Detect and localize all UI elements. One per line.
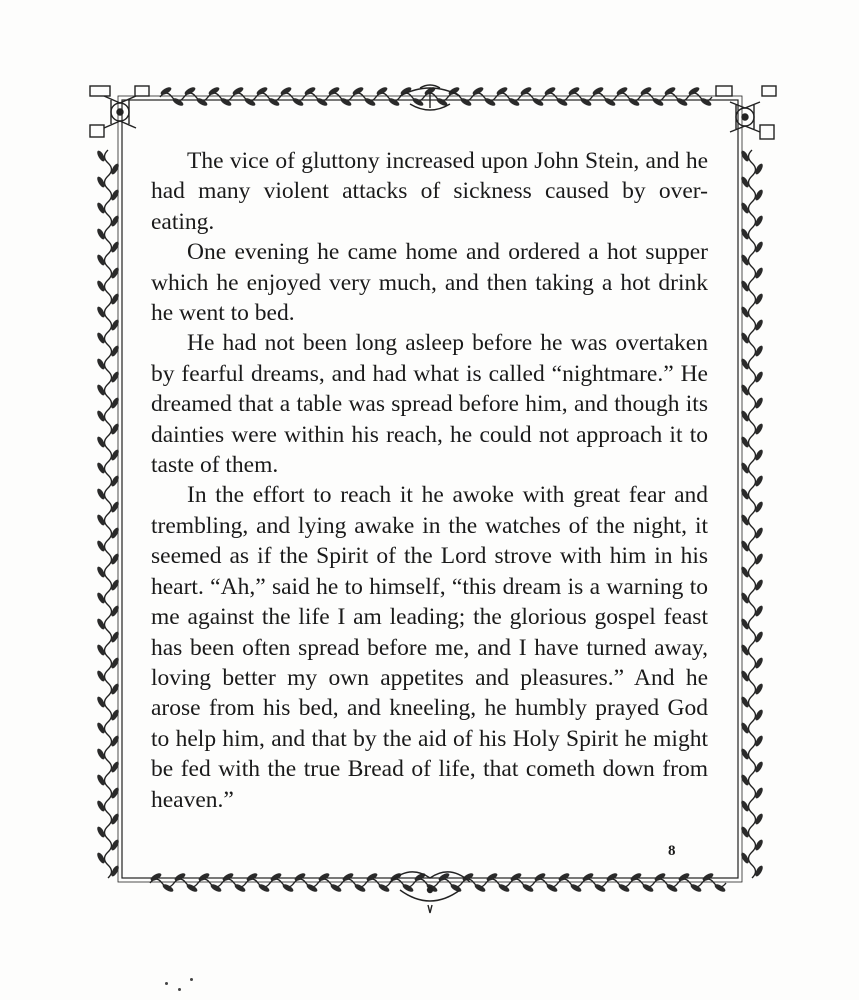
paragraph-3: He had not been long asleep before he was overtaken by fearful dreams, and had what is called “nightmare.” He dreamed that a table was spread before him, and though its dainties were within his reach, he could not approach it to taste of them. <box>151 330 708 479</box>
print-speck <box>165 982 168 985</box>
paragraph-2: One evening he came home and ordered a hot supper which he enjoyed very much, and then taking a hot drink he went to bed. <box>151 239 708 327</box>
page-number: 8 <box>668 843 676 859</box>
paragraph-1: The vice of gluttony increased upon John Stein, and he had many violent attacks of sickness caused by over-eating. <box>151 148 708 235</box>
print-speck <box>178 988 181 991</box>
print-speck <box>190 978 193 981</box>
corner-ornament-top-right <box>716 86 776 139</box>
corner-ornament-top-left <box>90 86 149 137</box>
paragraph-4: In the effort to reach it he awoke with great fear and trembling, and lying awake in the watches of the night, it seemed as if the Spirit of the Lord strove with him in his heart. “Ah,” said he to himself, “this dream is a warning to me against the life I am leading; the glorious gospel feast has been often spread before me, and I have turned away, loving better my own appetites and pleasures.” And he arose from his bed, and kneeling, he humbly prayed God to help him, and that by the aid of his Holy Spirit he might be fed with the true Bread of life, that cometh down from heaven.” <box>151 482 708 813</box>
body-text <box>151 146 708 815</box>
